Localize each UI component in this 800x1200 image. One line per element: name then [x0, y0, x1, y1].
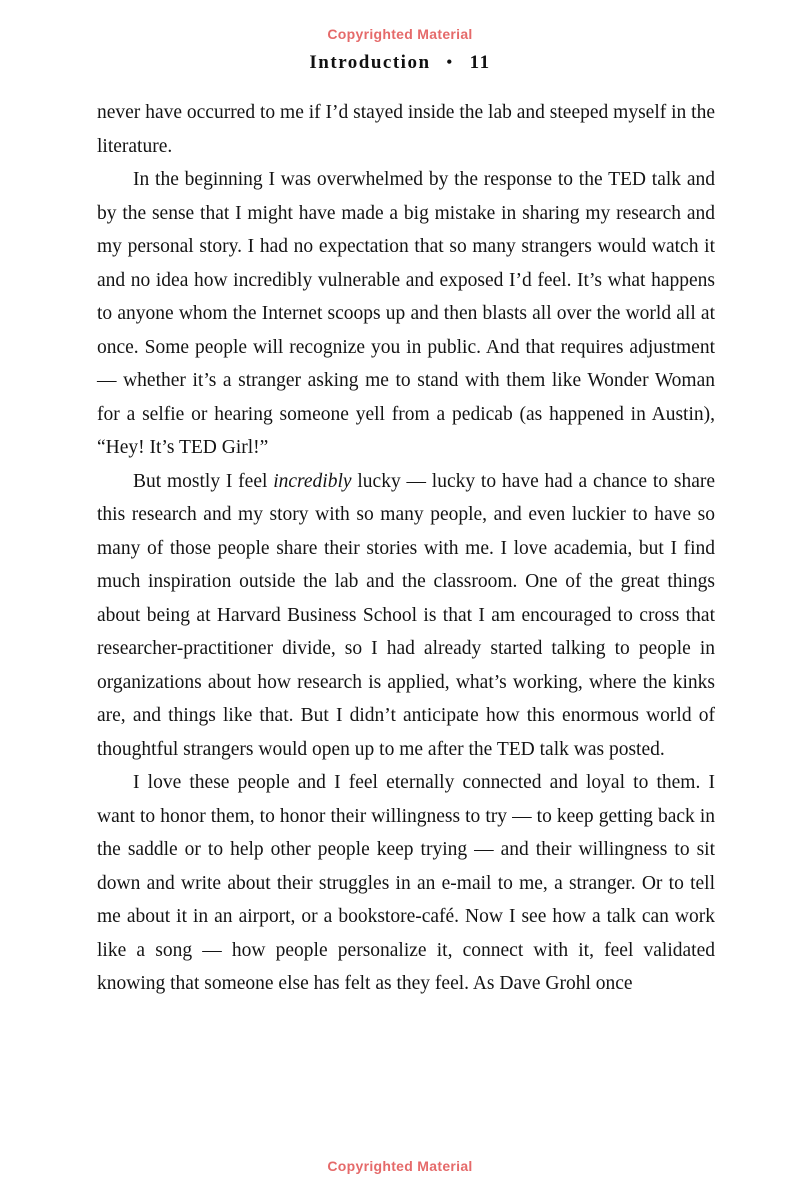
page-number: 11: [469, 52, 491, 73]
paragraph: [97, 465, 715, 767]
paragraph-segment: But mostly I feel: [133, 470, 274, 492]
paragraph: I love these people and I feel eternally connected and loyal to them. I want to honor them, to honor their willingness to try — to keep getting back in the saddle or to help other people keep trying — and their willingness to sit down and write about their struggles in an e-mail to me, a stranger. Or to tell me about it in an airport, or a bookstore-café. Now I see how a talk can work like a song — how people personalize it, connect with it, feel validated knowing that someone else has felt as they feel. As Dave Grohl once: [97, 772, 715, 994]
paragraph-segment: lucky — lucky to have had a chance to share this research and my story with so many people, and even luckier to have so many of those people share their stories with me. I love academia, but I find much inspiration outside the lab and the classroom. One of the great things about being at Harvard Business School is that I am encouraged to cross that researcher-practitioner divide, so I had already started talking to people in organizations about how research is applied, what’s working, where the kinks are, and things like that. But I didn’t anticipate how this enormous world of thoughtful strangers would open up to me after the TED talk was posted.: [97, 470, 715, 760]
paragraph: In the beginning I was overwhelmed by the response to the TED talk and by the sense that I might have made a big mistake in sharing my research and my personal story. I had no expectation that so many strangers would watch it and no idea how incredibly vulnerable and exposed I’d feel. It’s what happens to anyone whom the Internet scoops up and then blasts all over the world all at once. Some people will recognize you in public. And that requires adjustment — whether it’s a stranger asking me to stand with them like Wonder Woman for a selfie or hearing someone yell from a pedicab (as happened in Austin), “Hey! It’s TED Girl!”: [97, 169, 715, 458]
header-bullet: •: [446, 54, 454, 71]
page-header: [0, 52, 800, 74]
emphasized-word: incredibly: [273, 470, 352, 492]
paragraph: never have occurred to me if I’d stayed inside the lab and steeped myself in the literature.: [97, 102, 715, 157]
chapter-title: Introduction: [309, 52, 431, 73]
copyright-notice-bottom: Copyrighted Material: [327, 1158, 473, 1174]
copyright-notice-top: Copyrighted Material: [327, 26, 473, 42]
body-text: [97, 96, 715, 1001]
